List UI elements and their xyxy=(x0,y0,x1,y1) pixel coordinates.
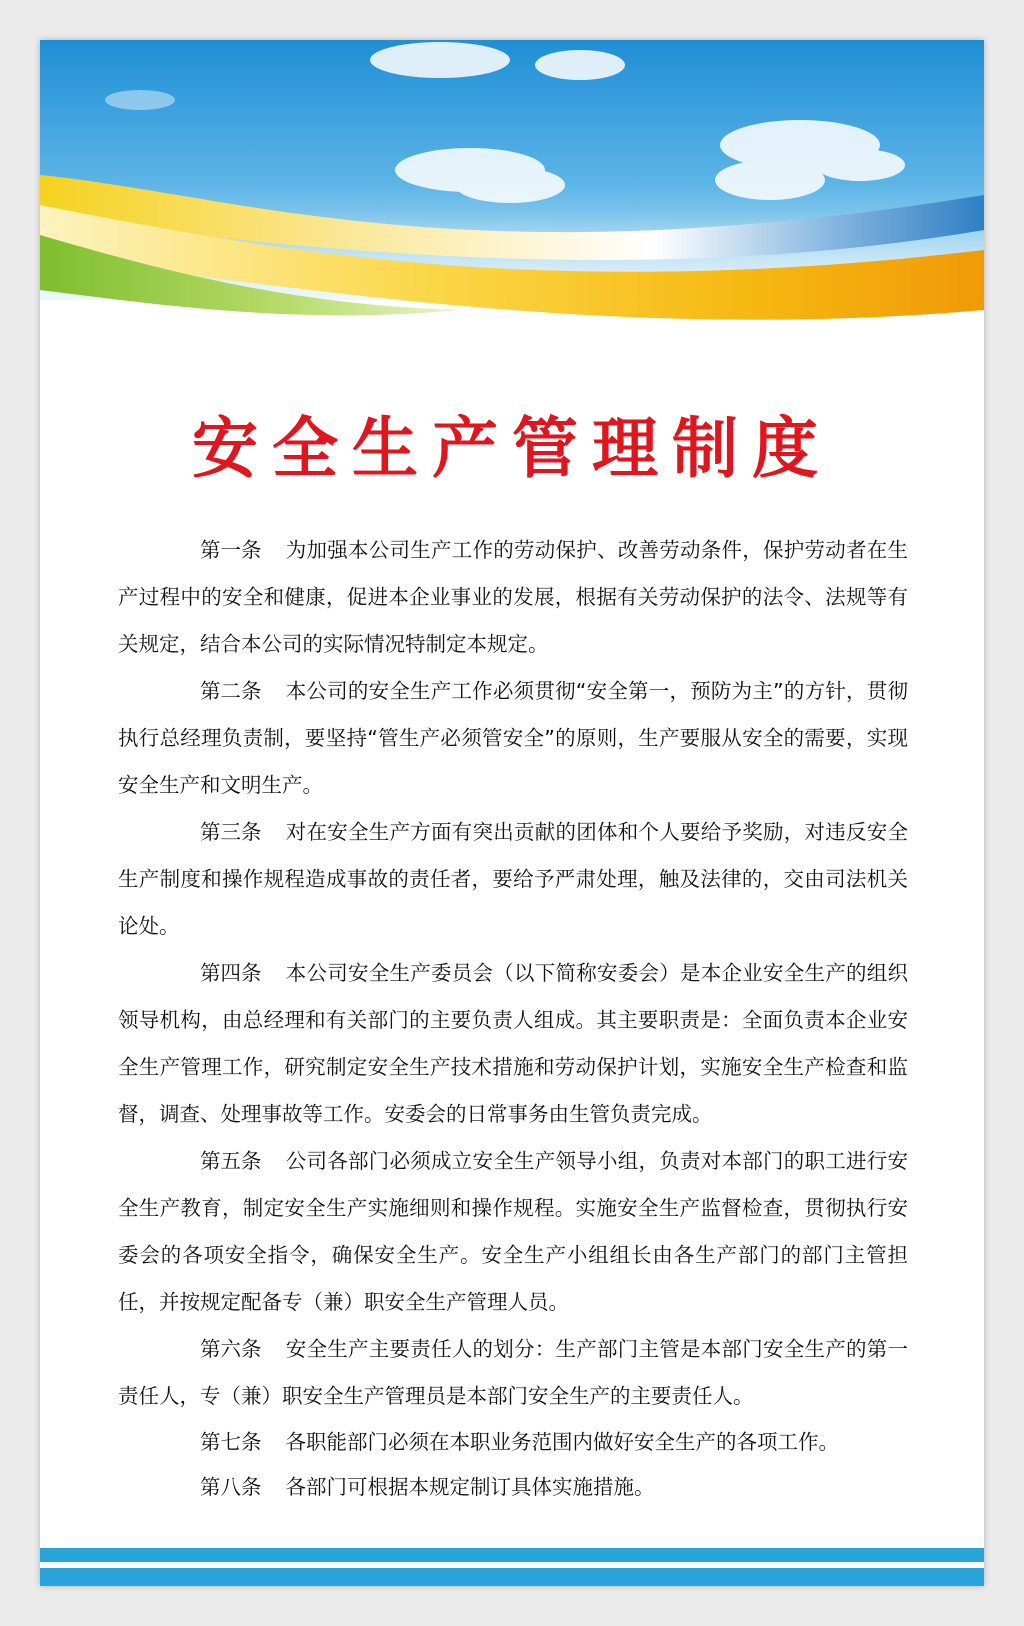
footer-band-top xyxy=(40,1548,984,1562)
article-number: 第一条 xyxy=(200,538,262,562)
article-text: 公司各部门必须成立安全生产领导小组，负责对本部门的职工进行安全生产教育，制定安全生产实施细则和操作规程。实施安全生产监督检查，贯彻执行安委会的各项安全指令，确保安全生产。安全生产小组组长由各生产部门的部门主管担任，并按规定配备专（兼）职安全生产管理人员。 xyxy=(118,1149,908,1314)
footer-band-bottom xyxy=(40,1568,984,1586)
article-number: 第六条 xyxy=(200,1337,262,1361)
banner-graphic xyxy=(40,40,984,360)
article-number: 第八条 xyxy=(200,1475,262,1499)
regulation-body xyxy=(118,527,908,1510)
article-number: 第七条 xyxy=(200,1430,262,1454)
article-3 xyxy=(118,809,908,950)
article-text: 本公司的安全生产工作必须贯彻“安全第一，预防为主”的方针，贯彻执行总经理负责制，要坚持“管生产必须管安全”的原则，生产要服从安全的需要，实现安全生产和文明生产。 xyxy=(118,679,908,797)
poster xyxy=(40,40,984,1586)
article-text: 为加强本公司生产工作的劳动保护、改善劳动条件，保护劳动者在生产过程中的安全和健康，促进本企业事业的发展，根据有关劳动保护的法令、法规等有关规定，结合本公司的实际情况特制定本规定。 xyxy=(118,538,908,656)
article-text: 对在安全生产方面有突出贡献的团体和个人要给予奖励，对违反安全生产制度和操作规程造成事故的责任者，要给予严肃处理，触及法律的，交由司法机关论处。 xyxy=(118,820,908,938)
article-number: 第四条 xyxy=(200,961,262,985)
article-5 xyxy=(118,1138,908,1326)
sky-ribbon-banner xyxy=(40,40,984,360)
article-7 xyxy=(118,1420,908,1465)
article-6 xyxy=(118,1326,908,1420)
article-number: 第三条 xyxy=(200,820,262,844)
article-text: 安全生产主要责任人的划分：生产部门主管是本部门安全生产的第一责任人，专（兼）职安全生产管理员是本部门安全生产的主要责任人。 xyxy=(118,1337,908,1408)
article-1 xyxy=(118,527,908,668)
article-text: 本公司安全生产委员会（以下简称安委会）是本企业安全生产的组织领导机构，由总经理和有关部门的主要负责人组成。其主要职责是：全面负责本企业安全生产管理工作，研究制定安全生产技术措施和劳动保护计划，实施安全生产检查和监督，调查、处理事故等工作。安委会的日常事务由生管负责完成。 xyxy=(118,961,908,1126)
article-8 xyxy=(118,1465,908,1510)
article-2 xyxy=(118,668,908,809)
article-text: 各职能部门必须在本职业务范围内做好安全生产的各项工作。 xyxy=(285,1430,839,1454)
page-title: 安全生产管理制度 xyxy=(192,410,832,487)
article-number: 第二条 xyxy=(200,679,262,703)
article-number: 第五条 xyxy=(200,1149,262,1173)
article-text: 各部门可根据本规定制订具体实施措施。 xyxy=(285,1475,655,1499)
article-4 xyxy=(118,950,908,1138)
